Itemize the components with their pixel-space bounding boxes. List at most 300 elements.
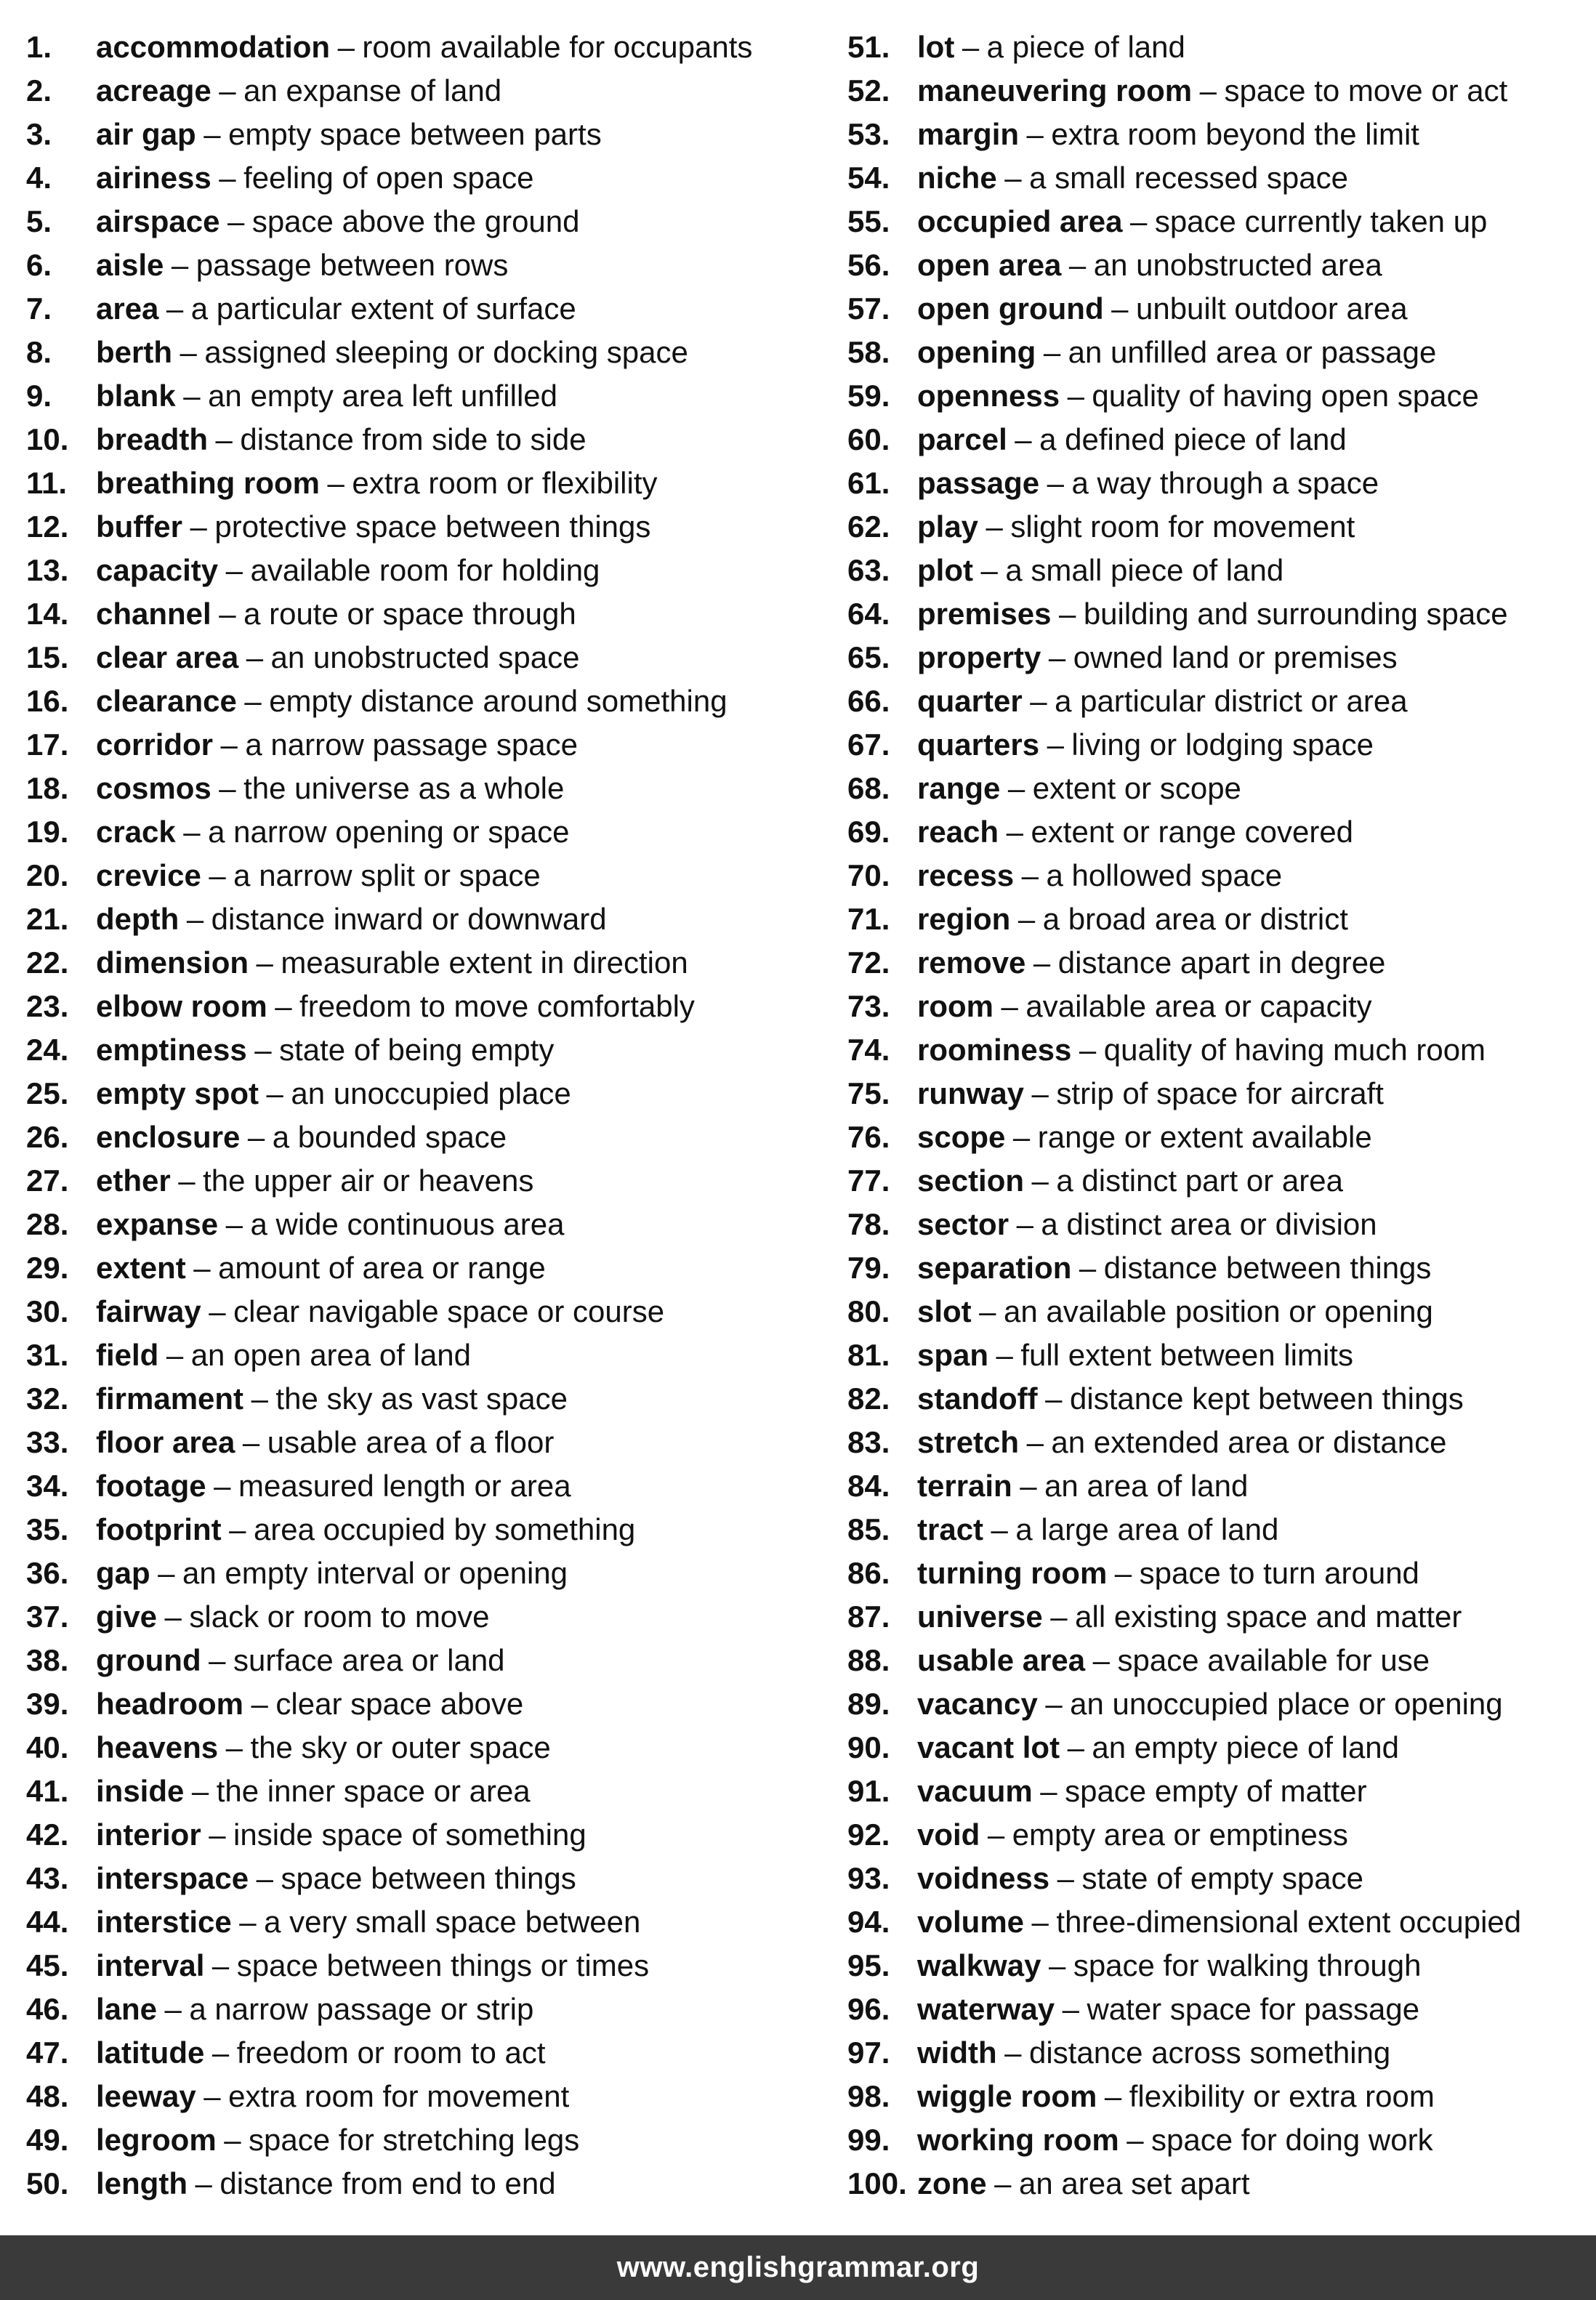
item-separator: –: [1048, 1948, 1066, 1982]
item-separator: –: [1047, 466, 1064, 500]
item-separator: –: [979, 1294, 996, 1328]
list-item: [847, 1377, 1581, 1421]
item-number: 59.: [847, 379, 890, 413]
item-separator: –: [186, 902, 204, 936]
item-definition: available area or capacity: [1025, 989, 1372, 1023]
item-number: 18.: [26, 771, 69, 805]
item-definition: an area of land: [1044, 1469, 1249, 1503]
list-item: [847, 897, 1581, 941]
item-number: 8.: [26, 335, 52, 369]
item-separator: –: [190, 509, 207, 544]
item-separator: –: [203, 2079, 221, 2113]
list-item: [847, 1595, 1581, 1639]
item-term: quarter: [917, 684, 1023, 718]
item-term: empty spot: [96, 1076, 259, 1110]
list-item: [26, 505, 833, 549]
item-term: depth: [96, 902, 180, 936]
item-term: interstice: [96, 1905, 232, 1939]
list-item: [26, 113, 833, 156]
item-separator: –: [1127, 2123, 1144, 2157]
item-number: 55.: [847, 204, 890, 238]
list-item: [26, 1770, 833, 1813]
item-number: 89.: [847, 1687, 890, 1721]
item-number: 58.: [847, 335, 890, 369]
list-item: [26, 723, 833, 767]
item-separator: –: [1007, 771, 1025, 805]
list-item: [847, 1988, 1581, 2031]
item-definition: state of empty space: [1081, 1861, 1363, 1895]
item-number: 4.: [26, 161, 52, 195]
item-number: 22.: [26, 945, 69, 980]
item-term: width: [917, 2035, 997, 2070]
item-number: 69.: [847, 815, 890, 849]
item-term: expanse: [96, 1207, 219, 1241]
list-item: [847, 1857, 1581, 1900]
item-number: 19.: [26, 815, 69, 849]
item-separator: –: [1067, 379, 1084, 413]
item-definition: a small piece of land: [1005, 553, 1284, 587]
item-definition: all existing space and matter: [1075, 1599, 1462, 1634]
item-term: vacuum: [917, 1774, 1033, 1808]
item-separator: –: [1015, 422, 1032, 456]
item-number: 49.: [26, 2123, 69, 2157]
item-separator: –: [209, 858, 226, 892]
footer-bar: [0, 2235, 1596, 2300]
item-term: gap: [96, 1556, 150, 1590]
item-term: plot: [917, 553, 973, 587]
list-item: [847, 854, 1581, 897]
item-term: opening: [917, 335, 1036, 369]
item-number: 30.: [26, 1294, 69, 1328]
item-definition: feeling of open space: [243, 161, 534, 195]
item-definition: slight room for movement: [1010, 509, 1355, 544]
item-separator: –: [203, 117, 221, 151]
list-item: [26, 1682, 833, 1726]
item-definition: a route or space through: [243, 597, 576, 631]
item-number: 17.: [26, 727, 69, 762]
item-term: elbow room: [96, 989, 267, 1023]
item-definition: room available for occupants: [362, 30, 753, 64]
item-definition: measured length or area: [238, 1469, 571, 1503]
list-item: [26, 1900, 833, 1944]
item-definition: space available for use: [1117, 1643, 1430, 1677]
item-term: footage: [96, 1469, 206, 1503]
list-item: [26, 1508, 833, 1552]
item-term: separation: [917, 1251, 1072, 1285]
item-number: 78.: [847, 1207, 890, 1241]
list-item: [847, 374, 1581, 418]
item-term: fairway: [96, 1294, 201, 1328]
item-number: 61.: [847, 466, 890, 500]
item-number: 81.: [847, 1338, 890, 1372]
item-separator: –: [1043, 335, 1061, 369]
list-item: [26, 1377, 833, 1421]
item-term: vacant lot: [917, 1730, 1060, 1764]
item-separator: –: [195, 2166, 212, 2200]
item-definition: space for walking through: [1073, 1948, 1422, 1982]
item-term: emptiness: [96, 1033, 247, 1067]
list-item: [847, 243, 1581, 287]
item-number: 24.: [26, 1033, 69, 1067]
list-item: [847, 1508, 1581, 1552]
item-separator: –: [209, 1294, 226, 1328]
item-definition: distance from end to end: [219, 2166, 556, 2200]
item-definition: extent or range covered: [1031, 815, 1354, 849]
item-separator: –: [209, 1643, 226, 1677]
item-separator: –: [219, 161, 236, 195]
item-number: 74.: [847, 1033, 890, 1067]
item-term: roominess: [917, 1033, 1072, 1067]
item-definition: distance apart in degree: [1057, 945, 1386, 980]
list-item: [26, 461, 833, 505]
item-separator: –: [191, 1774, 209, 1808]
item-definition: three-dimensional extent occupied: [1056, 1905, 1522, 1939]
item-definition: building and surrounding space: [1083, 597, 1508, 631]
item-term: property: [917, 640, 1041, 674]
item-definition: the sky as vast space: [275, 1381, 568, 1416]
item-term: remove: [917, 945, 1026, 980]
item-term: heavens: [96, 1730, 219, 1764]
list-item: [847, 331, 1581, 374]
item-number: 77.: [847, 1163, 890, 1198]
item-separator: –: [219, 597, 236, 631]
item-number: 46.: [26, 1992, 69, 2026]
item-definition: an area set apart: [1019, 2166, 1250, 2200]
item-number: 47.: [26, 2035, 69, 2070]
item-number: 80.: [847, 1294, 890, 1328]
item-separator: –: [158, 1556, 175, 1590]
list-item: [26, 592, 833, 636]
item-term: region: [917, 902, 1011, 936]
item-separator: –: [1129, 204, 1148, 238]
item-term: crack: [96, 815, 176, 849]
list-item: [26, 1595, 833, 1639]
item-definition: an empty interval or opening: [182, 1556, 568, 1590]
list-item: [847, 1944, 1581, 1988]
item-term: turning room: [917, 1556, 1108, 1590]
list-item: [847, 1682, 1581, 1726]
item-definition: a distinct part or area: [1056, 1163, 1343, 1198]
item-definition: available room for holding: [250, 553, 600, 587]
item-definition: an unobstructed area: [1093, 248, 1382, 282]
item-term: dimension: [96, 945, 249, 980]
list-item: [26, 1028, 833, 1072]
item-separator: –: [239, 1905, 257, 1939]
item-separator: –: [1031, 1076, 1049, 1110]
item-definition: distance between things: [1103, 1251, 1432, 1285]
item-definition: a wide continuous area: [250, 1207, 565, 1241]
item-definition: full extent between limits: [1020, 1338, 1353, 1372]
item-definition: space between things or times: [236, 1948, 650, 1982]
item-number: 23.: [26, 989, 69, 1023]
item-separator: –: [1114, 1556, 1132, 1590]
item-number: 75.: [847, 1076, 890, 1110]
item-term: ether: [96, 1163, 171, 1198]
item-number: 1.: [26, 30, 52, 64]
item-definition: a small recessed space: [1029, 161, 1348, 195]
item-definition: the universe as a whole: [243, 771, 565, 805]
item-separator: –: [1031, 1905, 1049, 1939]
item-term: breathing room: [96, 466, 321, 500]
item-number: 70.: [847, 858, 890, 892]
item-term: corridor: [96, 727, 214, 762]
item-separator: –: [225, 553, 243, 587]
item-definition: amount of area or range: [218, 1251, 546, 1285]
item-definition: space empty of matter: [1065, 1774, 1367, 1808]
item-number: 42.: [26, 1817, 69, 1852]
list-item: [847, 1900, 1581, 1944]
item-term: range: [917, 771, 1001, 805]
item-separator: –: [251, 1687, 268, 1721]
list-item: [26, 287, 833, 331]
item-separator: –: [1092, 1643, 1111, 1677]
item-definition: distance inward or downward: [211, 902, 607, 936]
list-item: [26, 810, 833, 854]
item-number: 37.: [26, 1599, 69, 1634]
item-definition: water space for passage: [1087, 1992, 1420, 2026]
item-number: 21.: [26, 902, 69, 936]
item-number: 57.: [847, 291, 890, 326]
item-term: scope: [917, 1120, 1006, 1154]
item-separator: –: [166, 291, 184, 326]
list-item: [847, 810, 1581, 854]
item-term: open area: [917, 248, 1062, 282]
item-number: 95.: [847, 1948, 890, 1982]
item-term: openness: [917, 379, 1060, 413]
item-number: 38.: [26, 1643, 69, 1677]
item-separator: –: [1104, 2079, 1122, 2113]
item-definition: distance from side to side: [240, 422, 587, 456]
item-definition: extra room beyond the limit: [1051, 117, 1419, 151]
item-number: 11.: [26, 466, 68, 500]
list-item: [847, 1072, 1581, 1115]
item-definition: space above the ground: [251, 204, 580, 238]
item-definition: an expanse of land: [243, 73, 502, 108]
item-term: interspace: [96, 1861, 249, 1895]
item-definition: the upper air or heavens: [203, 1163, 534, 1198]
item-separator: –: [225, 1730, 243, 1764]
item-term: terrain: [917, 1469, 1012, 1503]
item-number: 5.: [26, 204, 52, 238]
item-definition: a narrow split or space: [233, 858, 541, 892]
item-number: 62.: [847, 509, 890, 544]
list-item: [847, 2162, 1581, 2206]
item-separator: –: [229, 1512, 246, 1546]
item-term: channel: [96, 597, 211, 631]
item-separator: –: [164, 1992, 182, 2026]
item-definition: a particular extent of surface: [190, 291, 576, 326]
list-item: [26, 2118, 833, 2162]
item-definition: living or lodging space: [1071, 727, 1374, 762]
item-separator: –: [266, 1076, 283, 1110]
list-item: [847, 1552, 1581, 1595]
item-number: 85.: [847, 1512, 890, 1546]
item-term: headroom: [96, 1687, 244, 1721]
list-item: [26, 1944, 833, 1988]
item-term: lane: [96, 1992, 158, 2026]
item-separator: –: [1079, 1033, 1097, 1067]
item-definition: an unoccupied place: [291, 1076, 571, 1110]
item-definition: a hollowed space: [1046, 858, 1283, 892]
item-separator: –: [1050, 1599, 1068, 1634]
item-definition: range or extent available: [1037, 1120, 1372, 1154]
list-item: [847, 113, 1581, 156]
item-definition: usable area of a floor: [267, 1425, 555, 1459]
item-term: recess: [917, 858, 1015, 892]
item-term: niche: [917, 161, 997, 195]
item-separator: –: [980, 553, 998, 587]
item-term: breadth: [96, 422, 209, 456]
item-definition: protective space between things: [214, 509, 651, 544]
item-number: 98.: [847, 2079, 890, 2113]
item-separator: –: [1033, 945, 1051, 980]
item-number: 90.: [847, 1730, 890, 1764]
list-item: [847, 2075, 1581, 2118]
item-term: occupied area: [917, 204, 1123, 238]
item-term: air gap: [96, 117, 196, 151]
item-definition: an empty piece of land: [1092, 1730, 1400, 1764]
item-separator: –: [224, 2123, 241, 2157]
item-definition: a bounded space: [272, 1120, 507, 1154]
item-number: 33.: [26, 1425, 69, 1459]
item-term: walkway: [917, 1948, 1041, 1982]
item-separator: –: [251, 1381, 268, 1416]
item-definition: assigned sleeping or docking space: [204, 335, 688, 369]
item-definition: freedom or room to act: [236, 2035, 546, 2070]
list-item: [847, 1028, 1581, 1072]
item-number: 40.: [26, 1730, 69, 1764]
item-number: 28.: [26, 1207, 69, 1241]
item-definition: strip of space for aircraft: [1056, 1076, 1384, 1110]
item-term: margin: [917, 117, 1020, 151]
list-item: [26, 636, 833, 679]
item-term: give: [96, 1599, 158, 1634]
item-term: span: [917, 1338, 989, 1372]
item-definition: space for doing work: [1151, 2123, 1433, 2157]
item-number: 36.: [26, 1556, 69, 1590]
item-definition: owned land or premises: [1073, 640, 1398, 674]
list-item: [847, 767, 1581, 810]
item-separator: –: [225, 1207, 243, 1241]
item-term: interior: [96, 1817, 201, 1852]
item-definition: flexibility or extra room: [1129, 2079, 1435, 2113]
item-definition: extra room or flexibility: [352, 466, 658, 500]
list-item: [847, 1290, 1581, 1333]
list-item: [26, 331, 833, 374]
item-definition: a particular district or area: [1055, 684, 1408, 718]
item-term: vacancy: [917, 1687, 1038, 1721]
item-definition: an open area of land: [190, 1338, 472, 1372]
list-item: [847, 1203, 1581, 1246]
item-separator: –: [193, 1251, 211, 1285]
item-definition: distance kept between things: [1070, 1381, 1464, 1416]
item-separator: –: [246, 640, 264, 674]
item-term: section: [917, 1163, 1025, 1198]
item-separator: –: [215, 422, 233, 456]
item-separator: –: [1030, 684, 1047, 718]
item-term: voidness: [917, 1861, 1050, 1895]
item-separator: –: [987, 1817, 1005, 1852]
list-item: [847, 1159, 1581, 1203]
list-item: [26, 2162, 833, 2206]
item-separator: –: [183, 379, 201, 413]
item-definition: clear navigable space or course: [233, 1294, 665, 1328]
item-term: latitude: [96, 2035, 205, 2070]
item-definition: a narrow opening or space: [208, 815, 570, 849]
item-definition: measurable extent in direction: [281, 945, 688, 980]
item-number: 79.: [847, 1251, 890, 1285]
item-definition: an unfilled area or passage: [1068, 335, 1437, 369]
list-item: [847, 1639, 1581, 1682]
item-separator: –: [1012, 1120, 1031, 1154]
item-definition: space between things: [281, 1861, 576, 1895]
item-number: 64.: [847, 597, 890, 631]
list-item: [26, 1333, 833, 1377]
item-number: 16.: [26, 684, 69, 718]
item-number: 60.: [847, 422, 890, 456]
list-item: [847, 1246, 1581, 1290]
item-number: 7.: [26, 291, 52, 326]
item-definition: an unobstructed space: [270, 640, 580, 674]
list-item: [26, 243, 833, 287]
item-separator: –: [1016, 1207, 1033, 1241]
item-separator: –: [171, 248, 189, 282]
item-term: clearance: [96, 684, 237, 718]
list-item: [26, 1857, 833, 1900]
item-term: room: [917, 989, 994, 1023]
list-item: [26, 418, 833, 461]
item-separator: –: [1026, 1425, 1044, 1459]
item-term: airiness: [96, 161, 211, 195]
list-item: [26, 1290, 833, 1333]
item-term: length: [96, 2166, 188, 2200]
item-number: 29.: [26, 1251, 69, 1285]
item-separator: –: [209, 1817, 226, 1852]
item-term: accommodation: [96, 30, 331, 64]
list-item: [26, 1159, 833, 1203]
item-number: 53.: [847, 117, 890, 151]
list-item: [26, 1988, 833, 2031]
item-separator: –: [1058, 597, 1076, 631]
item-separator: –: [1111, 291, 1129, 326]
item-number: 9.: [26, 379, 52, 413]
list-item: [26, 767, 833, 810]
item-number: 2.: [26, 73, 52, 108]
item-number: 83.: [847, 1425, 890, 1459]
list-item: [847, 69, 1581, 113]
item-number: 10.: [26, 422, 69, 456]
item-number: 26.: [26, 1120, 69, 1154]
list-item: [26, 1813, 833, 1857]
item-term: legroom: [96, 2123, 217, 2157]
item-definition: surface area or land: [233, 1643, 505, 1677]
list-item: [847, 985, 1581, 1028]
item-term: volume: [917, 1905, 1025, 1939]
item-definition: extra room for movement: [228, 2079, 570, 2113]
item-separator: –: [220, 727, 238, 762]
item-number: 6.: [26, 248, 52, 282]
list-item: [847, 1726, 1581, 1770]
list-item: [26, 69, 833, 113]
item-number: 91.: [847, 1774, 890, 1808]
list-item: [847, 549, 1581, 592]
item-separator: –: [1067, 1730, 1084, 1764]
list-item: [26, 854, 833, 897]
item-term: wiggle room: [917, 2079, 1097, 2113]
list-item: [847, 679, 1581, 723]
item-number: 31.: [26, 1338, 69, 1372]
list-item: [847, 25, 1581, 69]
